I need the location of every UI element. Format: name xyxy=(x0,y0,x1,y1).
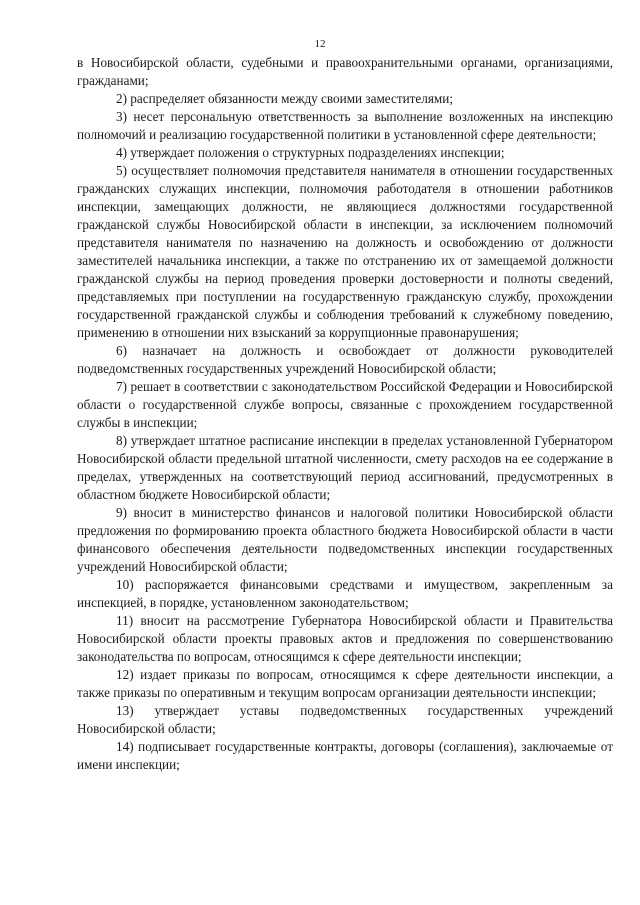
document-body xyxy=(77,54,613,774)
paragraph-item-14: 14) подписывает государственные контракты, договоры (соглашения), заключаемые от имени инспекции; xyxy=(77,739,613,772)
paragraph-item-4: 4) утверждает положения о структурных подразделениях инспекции; xyxy=(116,145,505,160)
paragraph-item-6: 6) назначает на должность и освобождает от должности руководителей подведомственных государственных учреждений Новосибирской области; xyxy=(77,343,613,376)
paragraph-item-2: 2) распределяет обязанности между своими заместителями; xyxy=(116,91,453,106)
paragraph-item-9: 9) вносит в министерство финансов и налоговой политики Новосибирской области предложения по формированию проекта областного бюджета Новосибирской области в части финансового обеспечения деятельности подведомственных инспекции государственных учреждений Новосибирской области; xyxy=(77,505,613,574)
paragraph-item-3: 3) несет персональную ответственность за выполнение возложенных на инспекцию полномочий и реализацию государственной политики в установленной сфере деятельности; xyxy=(77,109,613,142)
paragraph-item-13: 13) утверждает уставы подведомственных государственных учреждений Новосибирской области; xyxy=(77,703,613,736)
paragraph-item-11: 11) вносит на рассмотрение Губернатора Новосибирской области и Правительства Новосибирской области проекты правовых актов и предложения по совершенствованию законодательства по вопросам, относящимся к сфере деятельности инспекции; xyxy=(77,613,613,664)
paragraph-continuation: в Новосибирской области, судебными и правоохранительными органами, организациями, гражданами; xyxy=(77,55,613,88)
page-number: 12 xyxy=(314,38,326,50)
paragraph-item-7: 7) решает в соответствии с законодательством Российской Федерации и Новосибирской области о государственной службе вопросы, связанные с прохождением государственной службы в инспекции; xyxy=(77,379,613,430)
paragraph-item-12: 12) издает приказы по вопросам, относящимся к сфере деятельности инспекции, а также приказы по оперативным и текущим вопросам организации деятельности инспекции; xyxy=(77,667,613,700)
paragraph-item-10: 10) распоряжается финансовыми средствами и имуществом, закрепленным за инспекцией, в порядке, установленном законодательством; xyxy=(77,577,613,610)
paragraph-item-8: 8) утверждает штатное расписание инспекции в пределах установленной Губернатором Новосибирской области предельной штатной численности, смету расходов на ее содержание в пределах, утвержденных на соответствующий период ассигнований, предусмотренных в областном бюджете Новосибирской области; xyxy=(77,433,613,502)
paragraph-item-5: 5) осуществляет полномочия представителя нанимателя в отношении государственных гражданских служащих инспекции, полномочия работодателя в отношении работников инспекции, замещающих должности, не являющиеся должностями государственной гражданской службы Новосибирской области в инспекции, за исключением полномочий представителя нанимателя по назначению на должность и освобождению от должности заместителей начальника инспекции, а также по отстранению их от замещаемой должности гражданской службы на период проведения проверки достоверности и полноты сведений, представляемых при поступлении на государственную гражданскую службу, прохождении государственной гражданской службы и соблюдения требований к служебному поведению, применению в отношении них взысканий за коррупционные правонарушения; xyxy=(77,163,613,340)
